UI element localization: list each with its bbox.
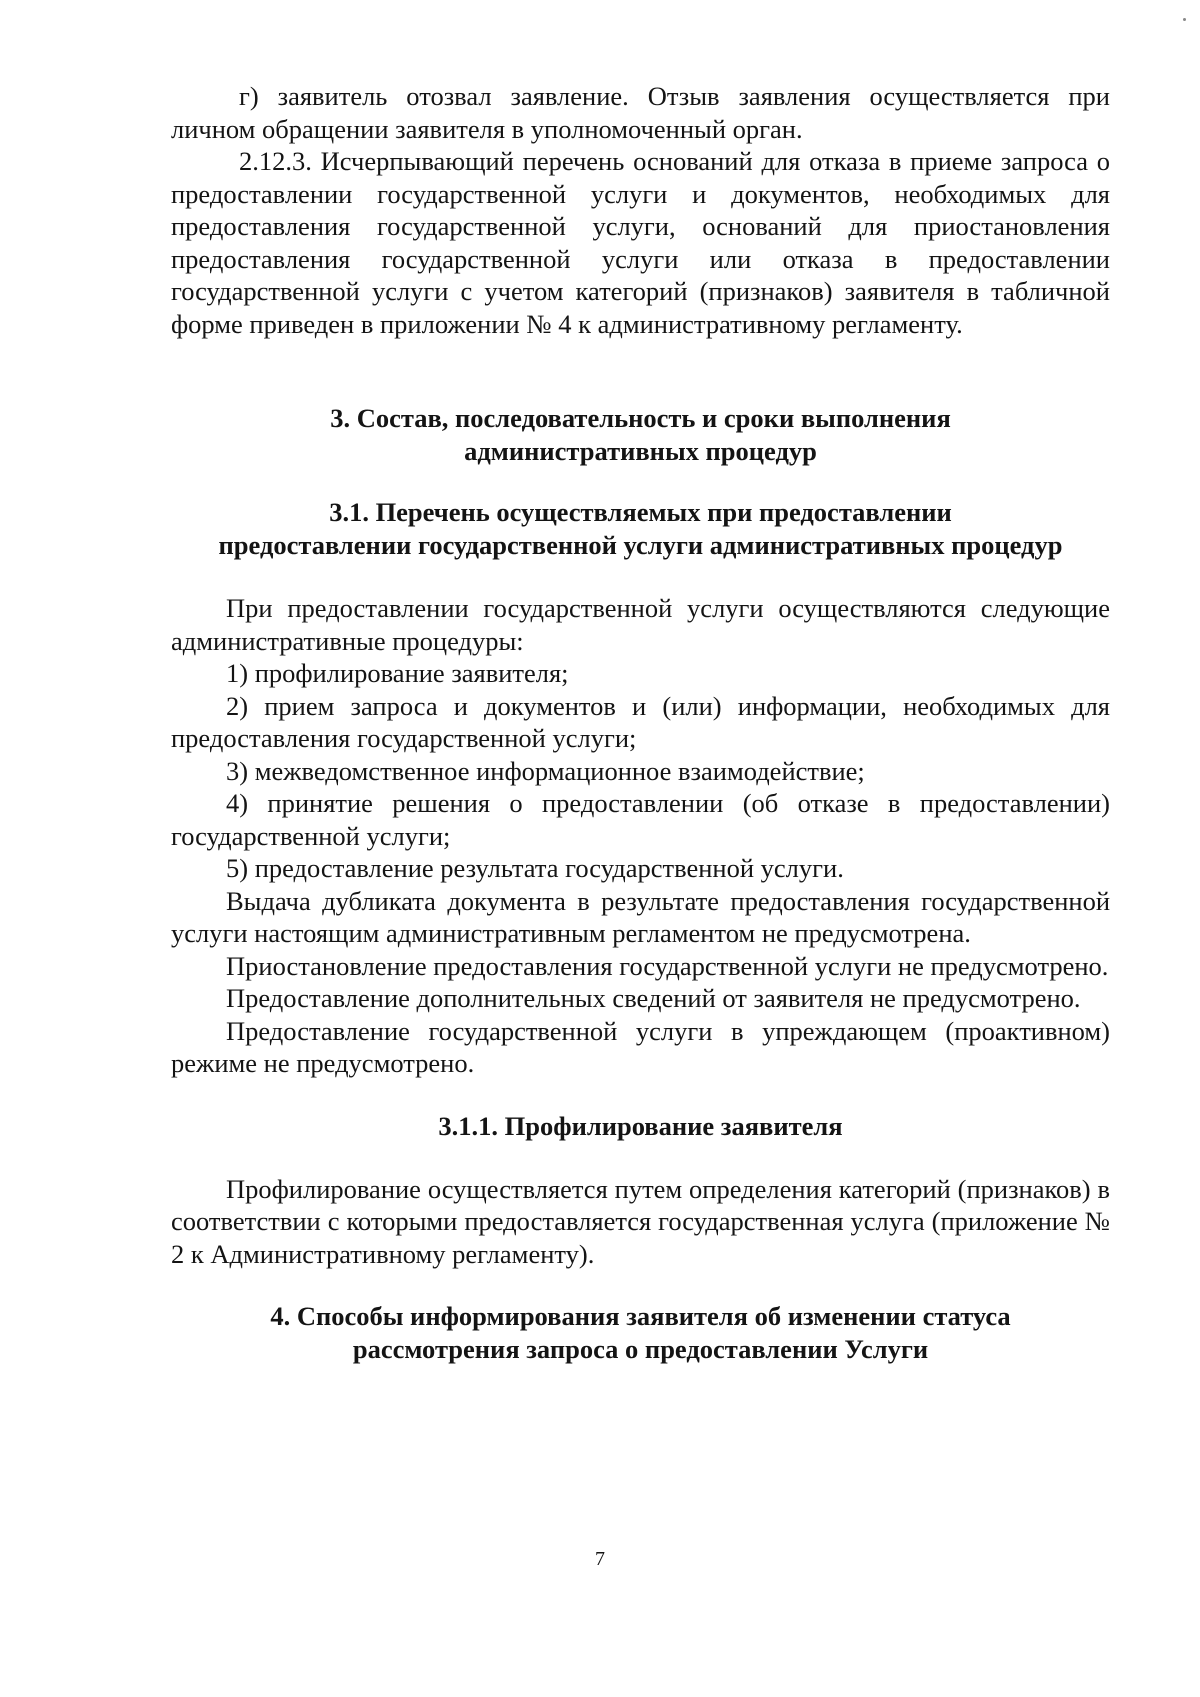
section-3-1-1-heading: 3.1.1. Профилирование заявителя: [438, 1110, 843, 1141]
list-item-3: 3) межведомственное информационное взаимодействие;: [226, 755, 865, 786]
section-4-heading-line2: рассмотрения запроса о предоставлении Услуги: [352, 1334, 929, 1364]
section-3-heading-line2: административных процедур: [464, 436, 817, 466]
paragraph-profiling: Профилирование осуществляется путем определения категорий (признаков) в соответствии с которыми предоставляется государственная услуга (приложение № 2 к Административному регламенту).: [171, 1173, 1110, 1269]
list-item-4: 4) принятие решения о предоставлении (об отказе в предоставлении) государственной услуги;: [171, 788, 1110, 851]
list-item-2: 2) прием запроса и документов и (или) информации, необходимых для предоставления государственной услуги;: [171, 690, 1110, 753]
spacer: [171, 340, 1110, 402]
paragraph-suspension: Приостановление предоставления государственной услуги не предусмотрено.: [226, 950, 1109, 981]
paragraph-procedures-intro: При предоставлении государственной услуги осуществляются следующие административные процедуры:: [171, 593, 1110, 656]
paragraph-withdrawal: г) заявитель отозвал заявление. Отзыв заявления осуществляется при личном обращении заявителя в уполномоченный орган.: [171, 81, 1110, 144]
section-4-heading: [171, 1300, 1110, 1366]
section-3-1-heading: [171, 496, 1110, 562]
scan-speck: [1183, 18, 1186, 21]
section-3-heading-line1: 3. Состав, последовательность и сроки выполнения: [330, 403, 951, 433]
section-3-1-heading-line2: предоставлении государственной услуги административных процедур: [218, 530, 1063, 560]
paragraph-2-12-3: 2.12.3. Исчерпывающий перечень оснований для отказа в приеме запроса о предоставлении государственной услуги и документов, необходимых для предоставления государственной услуги, оснований для приостановления предоставления государственной услуги или отказа в предоставлении государственной услуги с учетом категорий (признаков) заявителя в табличной форме приведен в приложении № 4 к административному регламенту.: [171, 146, 1110, 339]
paragraph-proactive: Предоставление государственной услуги в упреждающем (проактивном) режиме не предусмотрено.: [171, 1015, 1110, 1078]
paragraph-additional-info: Предоставление дополнительных сведений от заявителя не предусмотрено.: [226, 983, 1081, 1013]
page-number: 7: [595, 1548, 605, 1570]
spacer: [171, 468, 1110, 496]
paragraph-duplicate: Выдача дубликата документа в результате предоставления государственной услуги настоящим административным регламентом не предусмотрена.: [171, 885, 1110, 948]
list-item-1: 1) профилирование заявителя;: [226, 658, 569, 688]
spacer: [171, 1080, 1110, 1110]
document-page: [171, 80, 1110, 1366]
section-4-heading-line1: 4. Способы информирования заявителя об изменении статуса: [270, 1301, 1011, 1331]
spacer: [171, 562, 1110, 592]
spacer: [171, 1270, 1110, 1300]
list-item-5: 5) предоставление результата государственной услуги.: [226, 853, 844, 883]
spacer: [171, 1143, 1110, 1173]
section-3-1-heading-line1: 3.1. Перечень осуществляемых при предоставлении: [329, 497, 952, 527]
section-3-heading: [171, 402, 1110, 468]
